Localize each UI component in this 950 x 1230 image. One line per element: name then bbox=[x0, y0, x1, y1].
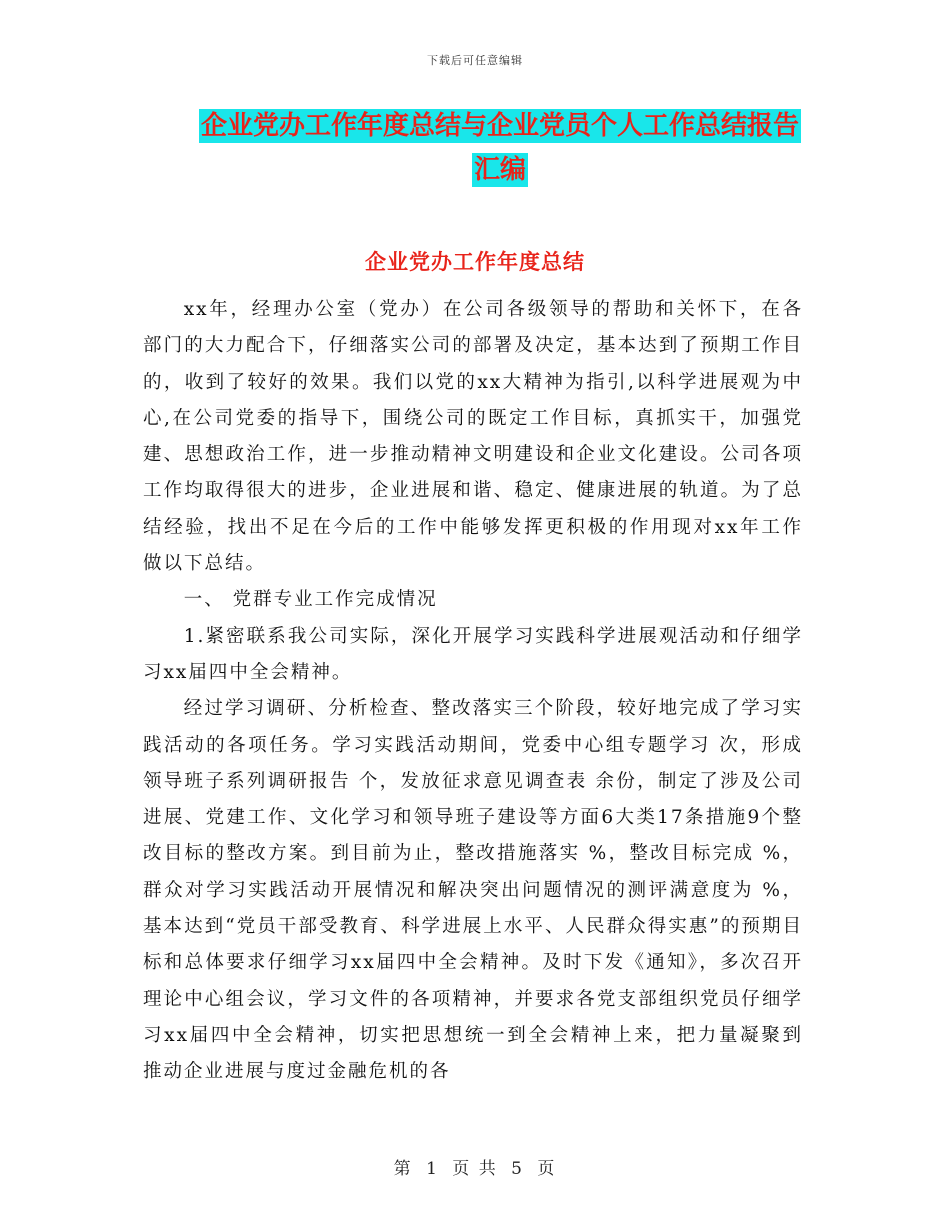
page-prefix: 第 bbox=[393, 1159, 413, 1179]
page-suffix: 页 bbox=[537, 1159, 557, 1179]
section-title: 企业党办工作年度总结 bbox=[365, 249, 585, 274]
page-total: 5 bbox=[511, 1159, 524, 1179]
page-current: 1 bbox=[426, 1159, 439, 1179]
page-middle: 页 共 bbox=[452, 1159, 498, 1179]
paragraph-item-one: 1.紧密联系我公司实际，深化开展学习实践科学进展观活动和仔细学习xx届四中全会精神。 bbox=[143, 625, 803, 683]
heading-section-one: 一、 党群专业工作完成情况 bbox=[183, 589, 438, 611]
paragraph-intro: xx年，经理办公室（党办）在公司各级领导的帮助和关怀下，在各部门的大力配合下，仔细落实公司的部署及决定，基本达到了预期工作目的，收到了较好的效果。我们以党的xx大精神为指引,以科学进展观为中心,在公司党委的指导下，围绕公司的既定工作目标，真抓实干，加强党建、思想政治工作，进一步推动精神文明建设和企业文化建设。公司各项工作均取得很大的进步，企业进展和谐、稳定、健康进展的轨道。为了总结经验，找出不足在今后的工作中能够发挥更积极的作用现对xx年工作做以下总结。 bbox=[143, 299, 803, 575]
paragraph-details: 经过学习调研、分析检查、整改落实三个阶段，较好地完成了学习实践活动的各项任务。学习实践活动期间，党委中心组专题学习 次，形成领导班子系列调研报告 个，发放征求意见调查表 余份，制定了涉及公司进展、党建工作、文化学习和领导班子建设等方面6大类17条措施9个整改目标的整改方案。到目前为止，整改措施落实 %，整改目标完成 %，群众对学习实践活动开展情况和解决突出问题情况的测评满意度为 %，基本达到“党员干部受教育、科学进展上水平、人民群众得实惠”的预期目标和总体要求仔细学习xx届四中全会精神。及时下发《通知》，多次召开理论中心组会议，学习文件的各项精神，并要求各党支部组织党员仔细学习xx届四中全会精神，切实把思想统一到全会精神上来，把力量凝聚到推动企业进展与度过金融危机的各 bbox=[143, 698, 803, 1083]
page-footer bbox=[0, 1154, 950, 1179]
document-title-line1: 企业党办工作年度总结与企业党员个人工作总结报告 bbox=[200, 111, 799, 141]
document-body bbox=[143, 292, 803, 1091]
document-title-line2: 汇编 bbox=[473, 155, 526, 185]
document-title bbox=[120, 104, 880, 192]
header-note: 下载后可任意编辑 bbox=[427, 54, 523, 67]
